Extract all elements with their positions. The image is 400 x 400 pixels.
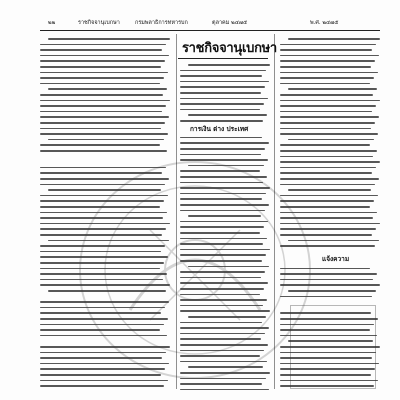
text-line [280, 296, 372, 298]
text-line [280, 100, 380, 102]
text-line [180, 277, 261, 279]
text-line [180, 198, 262, 200]
text-line [40, 223, 170, 225]
text-line [288, 88, 377, 90]
text-line [180, 75, 262, 77]
text-line [180, 350, 264, 352]
text-line [40, 312, 161, 314]
text-line [280, 111, 372, 113]
left-column [40, 36, 170, 391]
text-line [40, 72, 168, 74]
text-line [40, 307, 165, 309]
text-line [180, 81, 269, 83]
text-line [48, 290, 166, 292]
text-line [280, 273, 377, 275]
text-line [180, 282, 268, 284]
text-line [180, 294, 260, 296]
text-line [180, 288, 264, 290]
text-line [40, 368, 165, 370]
issue-date: ตุลาคม ๒๔๗๕ [212, 20, 248, 26]
text-line [180, 254, 266, 256]
text-line [180, 389, 269, 391]
table-block [290, 305, 376, 389]
text-line [280, 94, 373, 96]
text-line [40, 60, 165, 62]
text-line [180, 103, 264, 105]
text-line [40, 335, 167, 337]
text-line [280, 200, 374, 202]
text-line [40, 55, 169, 57]
masthead-rule [178, 58, 268, 59]
text-line [40, 66, 161, 68]
text-line [40, 172, 162, 174]
text-line [40, 100, 170, 102]
text-line [280, 195, 378, 197]
text-line [180, 176, 267, 178]
text-line [40, 111, 162, 113]
text-line [40, 200, 164, 202]
text-line [280, 234, 372, 236]
page-number: ๒๒ [48, 20, 56, 26]
text-line [180, 383, 262, 385]
text-line [180, 238, 267, 240]
text-line [48, 139, 164, 141]
text-line [280, 161, 380, 163]
text-line [40, 195, 168, 197]
text-line [280, 133, 378, 135]
text-line [280, 55, 379, 57]
text-line [180, 120, 263, 122]
text-line [40, 228, 166, 230]
text-line [40, 105, 166, 107]
text-line [288, 38, 380, 40]
text-line [40, 374, 161, 376]
text-line [40, 122, 165, 124]
text-line [180, 310, 270, 312]
text-line [288, 240, 379, 242]
text-line [180, 70, 266, 72]
text-line [180, 170, 260, 172]
text-line [40, 357, 162, 359]
text-line [40, 273, 167, 275]
text-line [280, 105, 376, 107]
middle-column [180, 62, 270, 392]
text-line [40, 279, 163, 281]
text-line [280, 144, 370, 146]
text-line [180, 142, 269, 144]
text-line [180, 378, 266, 380]
text-line [280, 178, 379, 180]
text-line [280, 172, 372, 174]
text-line [180, 98, 268, 100]
text-line [280, 66, 371, 68]
text-line [180, 305, 263, 307]
text-line [288, 139, 374, 141]
text-line [288, 189, 371, 191]
text-line [40, 206, 160, 208]
text-line [40, 133, 168, 135]
text-line [40, 268, 160, 270]
text-line [180, 327, 269, 329]
text-line [40, 144, 160, 146]
text-line [180, 109, 260, 111]
section-title-finance: การเงิน ต่าง ประเทศ [190, 125, 249, 133]
text-line [188, 165, 264, 167]
text-line [40, 49, 162, 51]
text-line [180, 249, 270, 251]
masthead-title: ราชกิจจานุเบกษา [182, 41, 277, 56]
text-line [180, 148, 265, 150]
text-line [180, 204, 269, 206]
text-line [280, 72, 378, 74]
text-line [40, 234, 162, 236]
text-line [280, 83, 370, 85]
text-line [280, 212, 377, 214]
text-line [280, 122, 375, 124]
issue-year: พ.ศ. ๒๔๗๕ [310, 20, 339, 26]
text-line [280, 217, 373, 219]
text-line [40, 363, 169, 365]
text-line [280, 128, 371, 130]
text-line [180, 344, 268, 346]
text-line [40, 217, 163, 219]
text-line [48, 38, 170, 40]
text-line [180, 361, 267, 363]
text-line [40, 324, 164, 326]
text-line [280, 268, 370, 270]
text-line [180, 333, 265, 335]
text-line [188, 266, 269, 268]
text-line [188, 366, 263, 368]
text-line [280, 284, 380, 286]
text-line [48, 88, 167, 90]
text-line [180, 338, 261, 340]
text-line [280, 44, 376, 46]
text-line [180, 210, 265, 212]
text-line [180, 154, 261, 156]
text-line [40, 150, 167, 152]
text-line [48, 240, 169, 242]
text-line [180, 226, 264, 228]
text-line [180, 182, 263, 184]
text-line [180, 137, 262, 139]
text-line [280, 206, 370, 208]
text-line [180, 232, 260, 234]
text-line [40, 329, 160, 331]
text-line [40, 212, 167, 214]
text-line [40, 284, 170, 286]
text-line [280, 77, 374, 79]
text-line [280, 60, 375, 62]
text-line [180, 271, 265, 273]
text-line [40, 167, 166, 169]
text-line [40, 262, 164, 264]
text-line [180, 299, 267, 301]
text-line [180, 322, 262, 324]
text-line [40, 184, 165, 186]
text-line [180, 372, 270, 374]
text-line [180, 243, 263, 245]
text-line [280, 245, 375, 247]
text-line [188, 64, 270, 66]
text-line [40, 318, 168, 320]
text-line [280, 116, 379, 118]
text-line [40, 380, 168, 382]
header-rule [40, 30, 380, 31]
text-line [40, 245, 165, 247]
text-line [180, 86, 265, 88]
text-line [40, 83, 160, 85]
text-line [280, 167, 376, 169]
text-line [288, 290, 376, 292]
text-line [40, 352, 166, 354]
text-line [280, 279, 373, 281]
text-line [280, 228, 376, 230]
text-line [188, 114, 267, 116]
gazette-name: ราชกิจจานุเบกษา [78, 20, 120, 26]
text-line [180, 355, 260, 357]
text-line [280, 156, 373, 158]
text-line [180, 92, 261, 94]
text-line [180, 159, 268, 161]
text-line [280, 223, 380, 225]
text-line [40, 94, 163, 96]
text-line [40, 128, 161, 130]
text-line [280, 49, 372, 51]
text-line [40, 256, 168, 258]
text-line [40, 77, 164, 79]
text-line [48, 189, 161, 191]
text-line [180, 260, 262, 262]
text-line [188, 316, 266, 318]
text-line [280, 184, 375, 186]
text-line [40, 116, 169, 118]
text-line [280, 150, 377, 152]
section-title-notice: แจ้งความ [322, 255, 350, 263]
text-line [40, 251, 161, 253]
text-line [40, 44, 166, 46]
text-line [180, 221, 268, 223]
office-name: กรมพลาธิการทหารบก [135, 20, 188, 26]
text-line [40, 346, 170, 348]
text-line [180, 193, 266, 195]
text-line [180, 187, 270, 189]
text-line [188, 215, 261, 217]
text-line [40, 301, 169, 303]
text-line [40, 385, 164, 387]
text-line [40, 178, 169, 180]
